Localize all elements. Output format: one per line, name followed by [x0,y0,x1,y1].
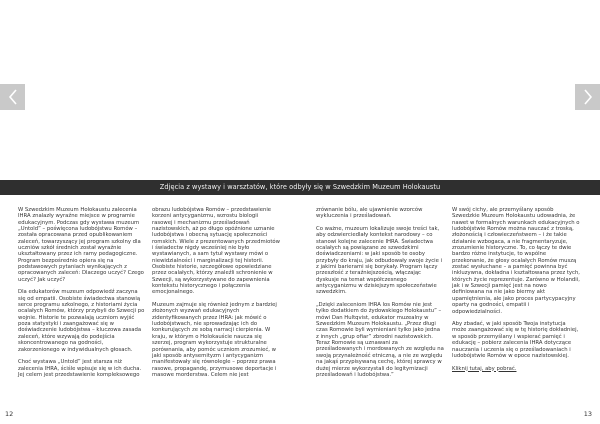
page-number-left: 12 [5,410,14,418]
paragraph: Co ważne, muzeum lokalizuje swoje treści tak, aby odzwierciedlały kontekst narodowy – co stanowi kolejne zalecenie IHRA. Świadectwa ocalałych są powiązane ze szwedzkimi doświadczeniami: w jaki sposób te osoby przybyły do kraju, jak odbudowały swoje życie i z jakimi barierami się borykały. Program łączy przeszłość z teraźniejszością, włączając dyskusje na temat współczesnego antycyganizmu w dzisiejszym społeczeństwie szwedzkim. [316,225,443,296]
paragraph: obrazu ludobójstwa Romów – przedstawienie korzeni antycyganizmu, wzrostu biologii rasowej i mechanizmu prześladowań nazistowskich, aż po długo opóźnione uznanie ludobójstwa i obecną sytuację społeczności romskich. Wiele z prezentowanych przedmiotów i świadectw nigdy wcześniej nie było wystawianych, a sam tytuł wystawy mówi o niewidzialności i marginalizacji tej historii. Osobiste historie, szczegółowe opowiedziane przez ocalałych, którzy znaleźli schronienie w Szwecji, są wykorzystywane do zapewnienia kontekstu historycznego i połączenia emocjonalnego. [152,207,281,296]
paragraph: W swój cichy, ale przemyślany sposób Szwedzkie Muzeum Holokaustu udowadnia, że nawet w formalnych warunkach edukacyjnych o ludobójstwie Romów można nauczać z troską, złożonością i człowieczeństwem – i że takie działanie wzbogaca, a nie fragmentaryzuje, zrozumienie historyczne. To, co łączy te dwie bardzo różne instytucje, to wspólne przekonanie, że głosy ocalałych Romów muszą zostać wysłuchane – a pamięć powinna być inkluzywna, dokładna i kształtowana przez tych, których życie reprezentuje. Zarówno w Holandii, jak i w Szwecji pamięć jest na nowo definiowana na nie jako biermy akt upamiętnienia, ale jako proces partycypacyjny oparty na godności, empatii i odpowiedzialności. [452,207,580,315]
text-column-3 [316,207,444,378]
paragraph: zrównanie bólu, ale ujawnienie wzorców wykluczenia i prześladowań. [316,207,423,220]
paragraph: W Szwedzkim Muzeum Holokaustu zalecenia IHRA znalazły wyraźne miejsce w programie edukacyjnym. Podczas gdy wystawa muzeum „Untold” – poświęcona ludobójstwu Romów – została opracowana przed opublikowaniem zaleceń, towarzyszący jej program szkolny dla uczniów szkół średnich został wyraźnie ukształtowany przez ich ramy pedagogiczne. Program bezpośrednio opiera się na podstawowych pytaniach wynikających z opracowanych zaleceń: Dlaczego uczyć? Czego uczyć? Jak uczyć? [18,207,144,283]
chevron-left-icon [8,89,18,105]
photo-caption-banner: Zdjęcia z wystawy i warsztatów, które odbyły się w Szwedzkim Muzeum Holokaustu [0,180,600,195]
paragraph: „Dzięki zaleceniom IHRA los Romów nie jest tylko dodatkiem do żydowskiego Holokaustu” – mówi Dan Hultqvist, edukator muzealny w Szwedzkim Muzeum Holokaustu. „Przez długi czas Romowie byli wymieniani tylko jako jedna z innych „grup ofiar” zbrodni nazistowskich. Teraz Romowie są uznawani za prześladowanych i mordowanych ze względu na swoją przynależność etniczną, a nie ze względu na jakąś przypisywaną cechę, której sprawcy w dużej mierze wykorzystali do legitymizacji prześladowań i ludobójstwa.” [316,302,444,378]
text-column-1 [18,207,146,378]
download-link[interactable]: Kliknij tutaj, aby pobrać. [452,365,517,372]
article-body [0,207,600,407]
paragraph: Muzeum zajmuje się również jednym z bardziej złożonych wyzwań edukacyjnych zidentyfikowanych przez IHRA: jak mówić o ludobójstwach, nie sprowadzając ich do konkurujących ze sobą narracji cierpienia. W kraju, w którym o Holokauście naucza się szerzej, program wykorzystuje strukturalne porównania, aby pomóc uczniom zrozumieć, w jaki sposób antysemityzm i antycyganizm manifestowały się równolegle – poprzez prawa rasowe, propagandę, przymusowe deportacje i masowe morderstwa. Celem nie jest [152,302,277,378]
next-page-button[interactable] [575,84,600,110]
paragraph: Choć wystawa „Untold” jest starsza niż zalecenia IHRA, ściśle wpisuje się w ich ducha. Jej celem jest przedstawienie kompleksowego [18,359,142,378]
prev-page-button[interactable] [0,84,25,110]
page-number-right: 13 [583,410,592,418]
paragraph: Aby zbadać, w jaki sposób Twoja instytucja może zaangażować się w tę historię dokładniej, w sposób przemyślany i wspierać pamięć i edukację – pobierz zalecenia IHRA dotyczące nauczania i uczenia się o prześladowaniach i ludobójstwie Romów w epoce nazistowskiej. [452,321,579,359]
text-column-4 [452,207,580,372]
text-column-2 [152,207,280,378]
paragraph: Dla edukatorów muzeum odpowiedź zaczyna się od empatii. Osobiste świadectwa stanowią serce programu szkolnego, z historiami życia ocalałych Romów, którzy przybyli do Szwecji po wojnie. Historie te pozwalają uczniom wyjść poza statystyki i zaangażować się w doświadczenie ludobójstwa – kluczowa zasada zaleceń, które wzywają do podejścia skoncentrowanego na godności, zakorzenionego w indywidualnych głosach. [18,289,145,353]
chevron-right-icon [583,89,593,105]
